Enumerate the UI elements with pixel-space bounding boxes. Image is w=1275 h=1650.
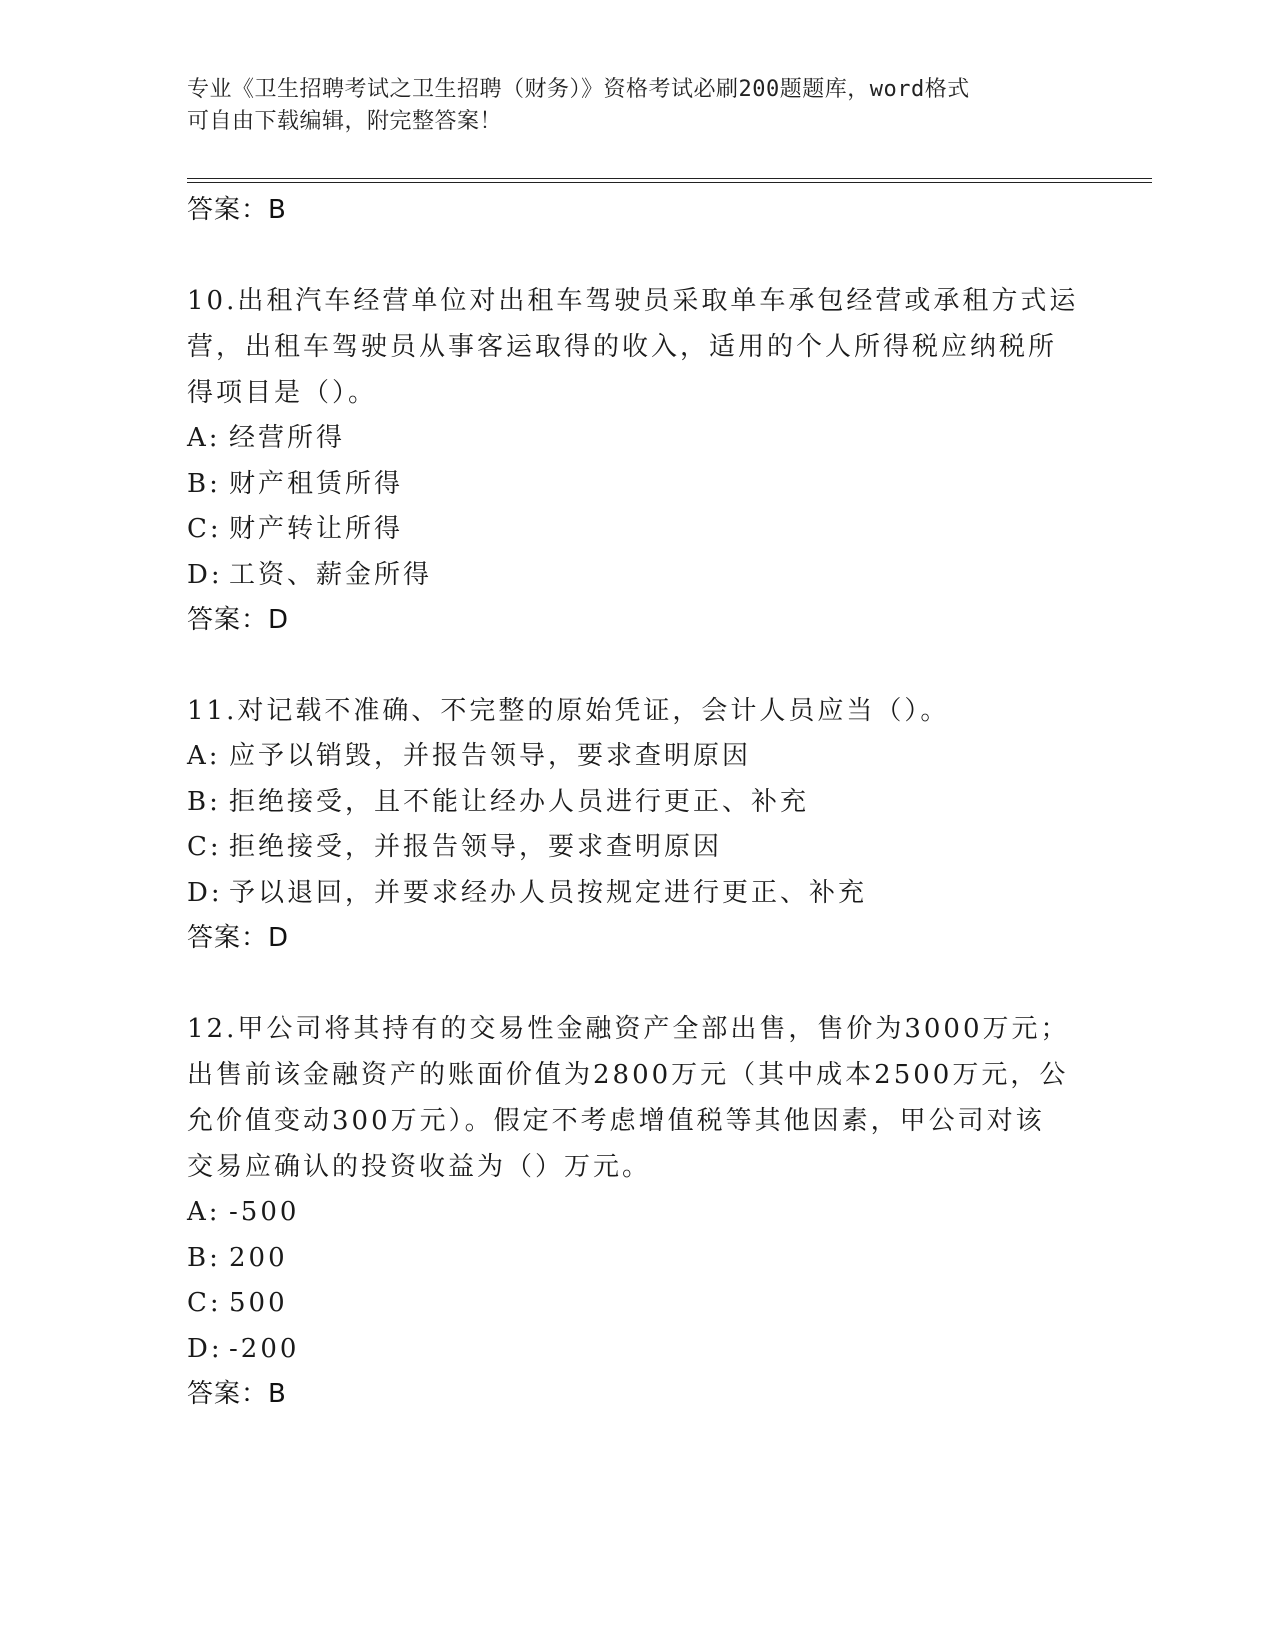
document-header bbox=[187, 74, 1067, 138]
option-key: B: bbox=[187, 786, 221, 817]
option-text: 予以退回，并要求经办人员按规定进行更正、补充 bbox=[229, 877, 868, 908]
option-a bbox=[187, 1190, 1087, 1236]
question-text-line: 营，出租车驾驶员从事客运取得的收入，适用的个人所得税应纳税所 bbox=[187, 332, 1058, 362]
option-text: 经营所得 bbox=[229, 423, 346, 453]
question-text-line: 交易应确认的投资收益为（）万元。 bbox=[187, 1152, 652, 1182]
question-text-line: 得项目是（）。 bbox=[187, 378, 378, 408]
option-text: 工资、薪金所得 bbox=[229, 559, 433, 590]
question-text-line: 12.甲公司将其持有的交易性金融资产全部出售，售价为3000万元； bbox=[187, 1014, 1070, 1044]
option-key: D: bbox=[187, 877, 223, 908]
answer-line: 答案：B bbox=[187, 1379, 287, 1409]
option-text: 财产转让所得 bbox=[229, 514, 404, 544]
option-key: C: bbox=[187, 514, 222, 544]
option-c bbox=[187, 507, 1087, 553]
option-key: C: bbox=[187, 1288, 222, 1318]
option-text: 200 bbox=[229, 1242, 288, 1273]
option-c bbox=[187, 825, 1087, 871]
option-d bbox=[187, 1327, 1087, 1373]
option-d bbox=[187, 871, 1087, 917]
option-key: A: bbox=[187, 741, 221, 771]
option-key: C: bbox=[187, 832, 222, 862]
option-text: 应予以销毁，并报告领导，要求查明原因 bbox=[229, 741, 752, 771]
question-item bbox=[187, 278, 1087, 643]
option-key: D: bbox=[187, 559, 223, 590]
question-list bbox=[187, 188, 1087, 1417]
option-text: 拒绝接受，且不能让经办人员进行更正、补充 bbox=[229, 786, 810, 817]
question-item bbox=[187, 1006, 1087, 1417]
header-line-1: 专业《卫生招聘考试之卫生招聘（财务）》资格考试必刷200题题库，word格式 bbox=[187, 77, 970, 102]
option-b bbox=[187, 462, 1087, 508]
option-b bbox=[187, 1236, 1087, 1282]
header-divider bbox=[187, 178, 1152, 183]
option-key: A: bbox=[187, 1197, 221, 1227]
question-text-line: 出售前该金融资产的账面价值为2800万元（其中成本2500万元，公 bbox=[187, 1060, 1069, 1090]
answer-line: 答案：D bbox=[187, 605, 290, 635]
question-item bbox=[187, 688, 1087, 961]
option-d bbox=[187, 553, 1087, 599]
option-text: -500 bbox=[229, 1197, 300, 1227]
answer-line: 答案：D bbox=[187, 923, 290, 953]
option-b bbox=[187, 780, 1087, 826]
question-text-line: 11.对记载不准确、不完整的原始凭证，会计人员应当（）。 bbox=[187, 696, 950, 726]
question-text-line: 10.出租汽车经营单位对出租车驾驶员采取单车承包经营或承租方式运 bbox=[187, 286, 1079, 316]
option-key: A: bbox=[187, 423, 221, 453]
option-c bbox=[187, 1281, 1087, 1327]
option-text: 财产租赁所得 bbox=[229, 468, 404, 499]
option-key: B: bbox=[187, 1242, 221, 1273]
option-text: 500 bbox=[229, 1288, 288, 1318]
option-a bbox=[187, 734, 1087, 780]
question-text-line: 允价值变动300万元）。假定不考虑增值税等其他因素，甲公司对该 bbox=[187, 1106, 1045, 1136]
header-line-2: 可自由下载编辑，附完整答案！ bbox=[187, 109, 503, 134]
answer-line: 答案：B bbox=[187, 195, 287, 225]
option-key: D: bbox=[187, 1333, 223, 1364]
option-text: 拒绝接受，并报告领导，要求查明原因 bbox=[229, 832, 723, 862]
option-a bbox=[187, 416, 1087, 462]
option-key: B: bbox=[187, 468, 221, 499]
option-text: -200 bbox=[229, 1333, 300, 1364]
